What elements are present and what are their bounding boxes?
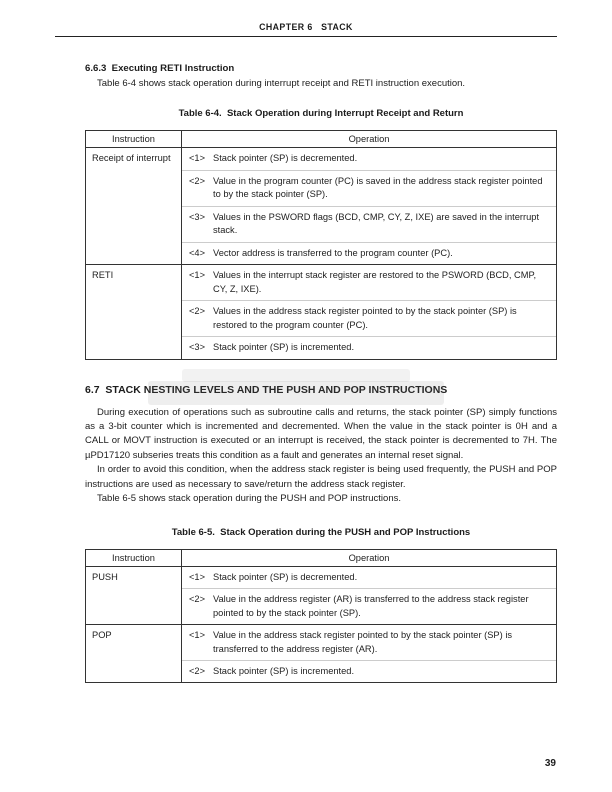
page-content [85, 63, 557, 683]
operation-text: Stack pointer (SP) is decremented. [213, 153, 358, 164]
operation-text: Values in the PSWORD flags (BCD, CMP, CY, Z, IXE) are saved in the interrupt stack. [213, 211, 540, 236]
table-64-title: Table 6-4. Stack Operation during Interrupt Receipt and Return [178, 108, 464, 120]
instruction-cell: Receipt of interrupt [86, 148, 182, 265]
section-67-paragraph-1: During execution of operations such as subroutine calls and returns, the stack pointer (SP) simply functions as a 3-bit counter which is incremented and decremented. When the value in the stack pointer is 0H and a CALL or MOVT instruction is executed or an interrupt is received, the stack pointer is decremented to 7H. The µPD17120 subseries treats this condition as a fault and generates an internal reset signal. [85, 406, 557, 461]
table-64-col-instruction: Instruction [86, 131, 182, 148]
table-64-col-operation: Operation [182, 131, 557, 148]
operation-number: <1> [189, 270, 206, 281]
section-67-body [85, 406, 557, 507]
operation-cell [182, 625, 557, 683]
operation-text: Value in the program counter (PC) is saved in the address stack register pointed to by the stack pointer (SP). [213, 175, 543, 200]
operation-item [182, 567, 556, 589]
section-663-heading: 6.6.3 Executing RETI Instruction [85, 63, 235, 74]
operation-number: <3> [189, 211, 206, 222]
table-row [86, 566, 557, 624]
table-row [86, 625, 557, 683]
operation-cell [182, 265, 557, 359]
instruction-cell: PUSH [86, 566, 182, 624]
table-64-header-row [86, 131, 557, 148]
operation-number: <3> [189, 342, 206, 353]
operation-text: Value in the address register (AR) is transferred to the address stack register pointed to by the stack pointer (SP). [213, 594, 529, 618]
operation-text: Values in the address stack register pointed to by the stack pointer (SP) is restored to the program counter (PC). [213, 306, 517, 330]
table-row [86, 148, 557, 265]
table-64 [85, 130, 557, 359]
table-65-col-instruction: Instruction [86, 549, 182, 566]
section-67-heading: 6.7 STACK NESTING LEVELS AND THE PUSH AND POP INSTRUCTIONS [85, 383, 448, 396]
section-67-paragraph-3: Table 6-5 shows stack operation during the PUSH and POP instructions. [97, 493, 401, 505]
table-65-header-row [86, 549, 557, 566]
operation-item [182, 301, 556, 337]
chapter-header: CHAPTER 6 STACK [259, 22, 353, 32]
operation-text: Stack pointer (SP) is incremented. [213, 342, 355, 353]
operation-number: <1> [189, 630, 206, 641]
page-number: 39 [544, 758, 556, 769]
table-65-col-operation: Operation [182, 549, 557, 566]
operation-item [182, 625, 556, 661]
operation-item [182, 589, 556, 624]
operation-text: Stack pointer (SP) is decremented. [213, 571, 358, 582]
page-header [55, 22, 557, 37]
operation-number: <4> [189, 247, 206, 258]
operation-number: <2> [189, 594, 206, 605]
instruction-cell: POP [86, 625, 182, 683]
operation-number: <2> [189, 175, 206, 186]
table-65-title: Table 6-5. Stack Operation during the PUSH and POP Instructions [171, 526, 471, 538]
operation-item [182, 661, 556, 682]
operation-item [182, 337, 556, 358]
operation-item [182, 243, 556, 264]
operation-number: <2> [189, 306, 206, 317]
header-rule [55, 36, 557, 37]
operation-text: Value in the address stack register pointed to by the stack pointer (SP) is transferred to the address register (AR). [213, 630, 513, 654]
operation-number: <1> [189, 153, 206, 164]
operation-cell [182, 148, 557, 265]
operation-item [182, 265, 556, 301]
operation-item [182, 207, 556, 243]
operation-text: Stack pointer (SP) is incremented. [213, 666, 355, 676]
instruction-cell: RETI [86, 265, 182, 359]
section-67-paragraph-2: In order to avoid this condition, when the address stack register is being used frequently, the PUSH and POP instructions are used as necessary to save/return the address stack register. [85, 464, 557, 490]
section-663-paragraph: Table 6-4 shows stack operation during interrupt receipt and RETI instruction execution. [97, 78, 466, 89]
operation-number: <2> [189, 666, 206, 676]
operation-item [182, 171, 556, 207]
operation-item [182, 148, 556, 170]
operation-text: Vector address is transferred to the program counter (PC). [213, 247, 453, 258]
operation-text: Values in the interrupt stack register are restored to the PSWORD (BCD, CMP, CY, Z, IXE). [213, 270, 537, 294]
table-row [86, 265, 557, 359]
table-65 [85, 549, 557, 684]
operation-number: <1> [189, 571, 206, 582]
operation-cell [182, 566, 557, 624]
